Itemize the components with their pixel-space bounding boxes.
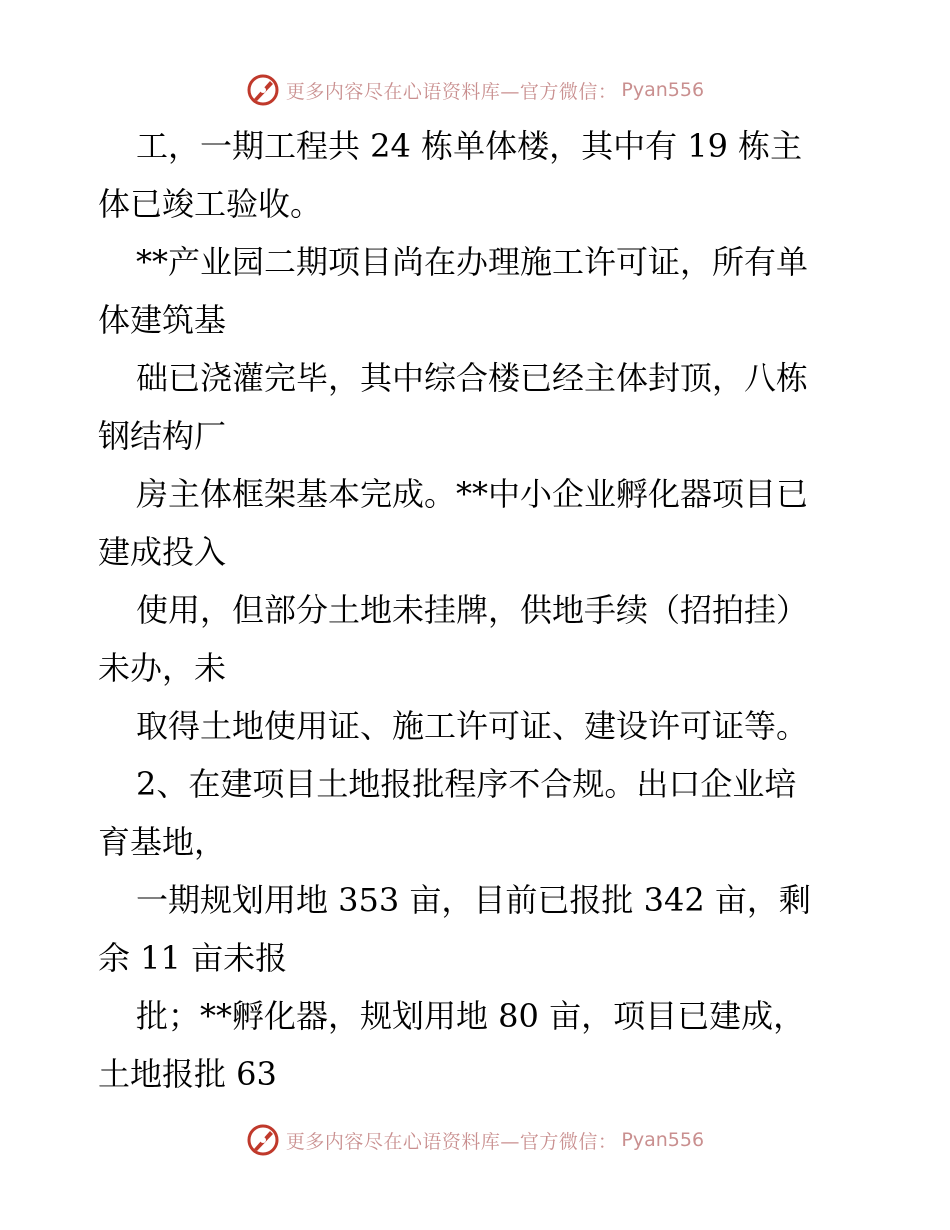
header-watermark	[0, 70, 950, 110]
body-line: 钢结构厂	[98, 417, 227, 455]
body-line: 育基地，	[98, 823, 227, 861]
body-line: 2、在建项目土地报批程序不合规。出口企业培	[136, 765, 797, 803]
body-line: 体建筑基	[98, 301, 227, 339]
watermark-account: Pyan556	[621, 79, 705, 101]
body-line: 余 11 亩未报	[98, 939, 288, 977]
body-line: 建成投入	[98, 533, 227, 571]
body-line: 一期规划用地 353 亩，目前已报批 342 亩，剩	[136, 881, 811, 919]
body-line: 工，一期工程共 24 栋单体楼，其中有 19 栋主	[136, 127, 803, 165]
body-line: 未办，未	[98, 649, 227, 687]
body-line: 础已浇灌完毕，其中综合楼已经主体封顶，八栋	[136, 359, 809, 397]
pen-in-circle-icon	[246, 73, 280, 107]
body-line: 取得土地使用证、施工许可证、建设许可证等。	[136, 707, 809, 745]
body-line: **产业园二期项目尚在办理施工许可证，所有单	[136, 243, 809, 281]
body-line: 使用，但部分土地未挂牌，供地手续（招拍挂）	[136, 591, 809, 629]
pen-in-circle-icon	[246, 1123, 280, 1157]
footer-watermark	[0, 1120, 950, 1160]
watermark-account: Pyan556	[621, 1129, 705, 1151]
body-line: 批；**孵化器，规划用地 80 亩，项目已建成，	[136, 997, 806, 1035]
watermark-text: 更多内容尽在心语资料库—官方微信：	[285, 80, 618, 103]
body-line: 体已竣工验收。	[98, 185, 323, 223]
body-line: 土地报批 63	[98, 1055, 277, 1093]
body-line: 房主体框架基本完成。**中小企业孵化器项目已	[136, 475, 809, 513]
watermark-text: 更多内容尽在心语资料库—官方微信：	[285, 1130, 618, 1153]
